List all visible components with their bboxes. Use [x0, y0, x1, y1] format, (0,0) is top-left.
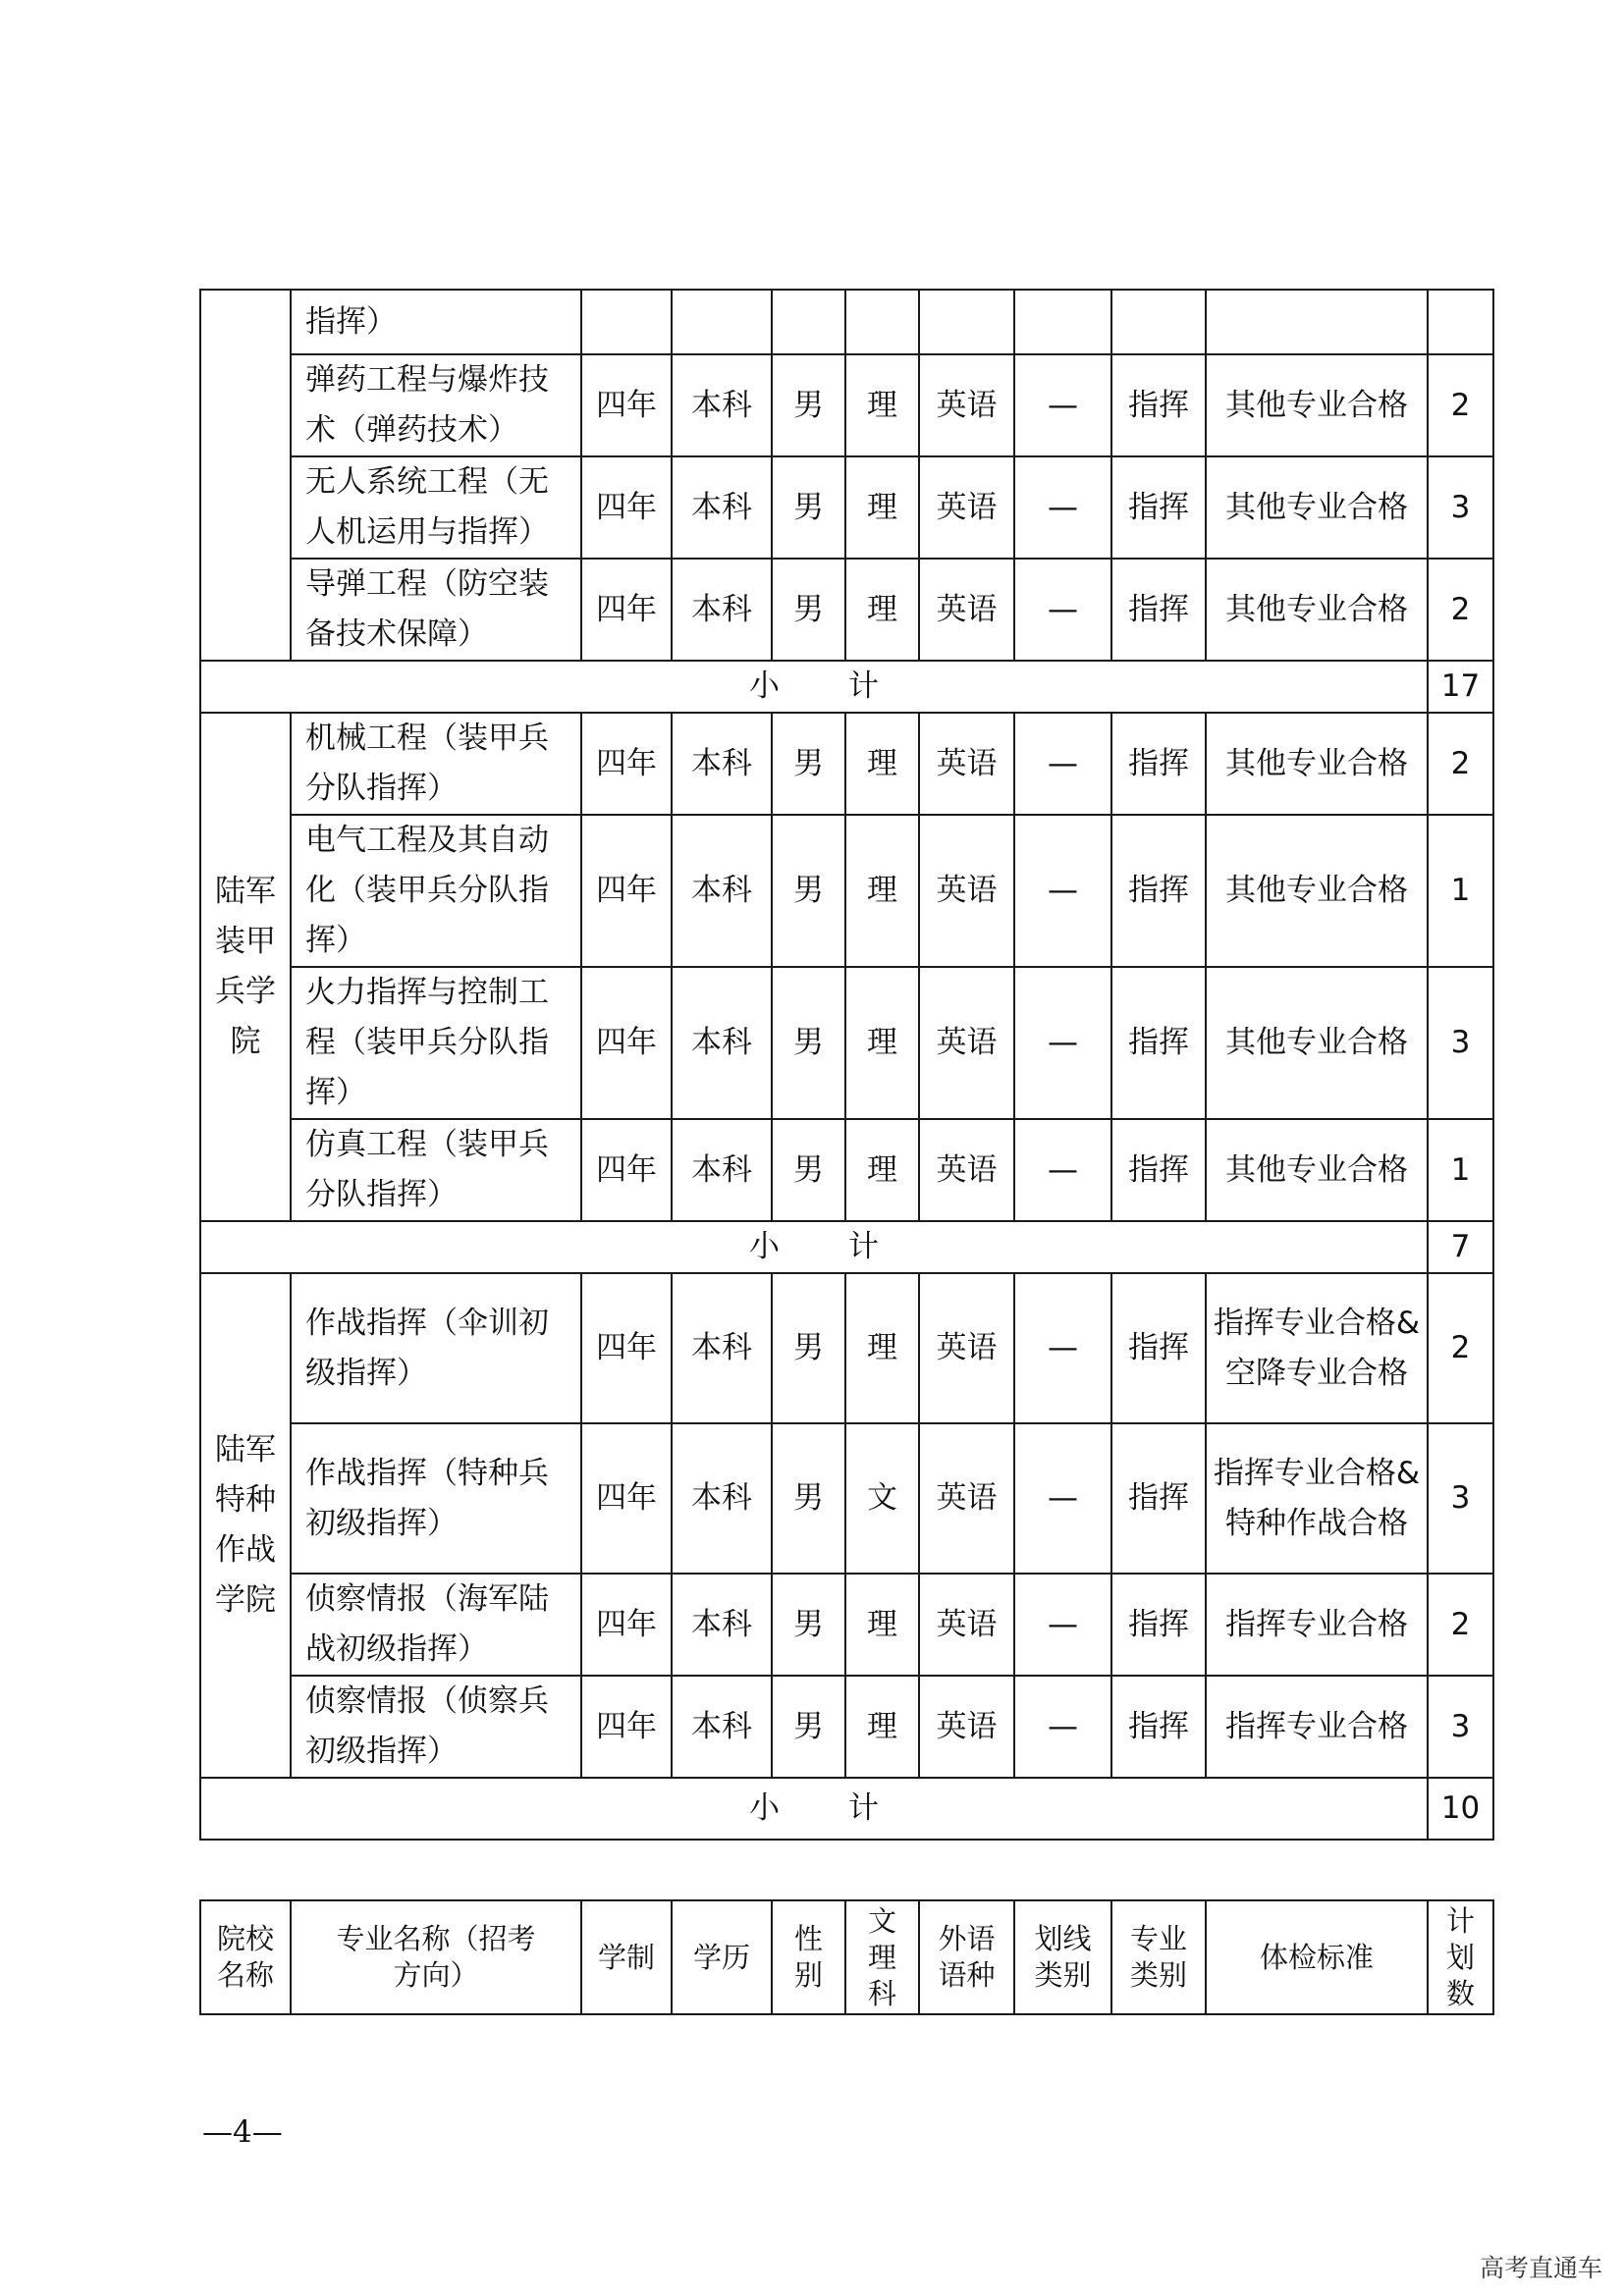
degree-cell: 本科: [672, 1119, 772, 1221]
medical-cell: 指挥专业合格&空降专业合格: [1206, 1273, 1428, 1423]
watermark: 高考直通车: [1479, 2254, 1602, 2282]
quota-cell: 3: [1428, 967, 1493, 1119]
major-cell: 机械工程（装甲兵分队指挥）: [291, 713, 581, 815]
line-type-cell: —: [1014, 1273, 1111, 1423]
header-degree: 学历: [672, 1900, 772, 2014]
line-type-cell: —: [1014, 559, 1111, 661]
category-cell: 指挥: [1111, 456, 1206, 559]
language-cell: 英语: [919, 1423, 1014, 1574]
major-cell: 电气工程及其自动化（装甲兵分队指挥）: [291, 815, 581, 967]
subtotal-label: [200, 1221, 1428, 1273]
language-cell: [919, 290, 1014, 354]
gender-cell: 男: [772, 1423, 845, 1574]
language-cell: 英语: [919, 967, 1014, 1119]
header-major: 专业名称（招考方向）: [291, 1900, 581, 2014]
school-name-cell: 陆军特种作战学院: [200, 1273, 291, 1778]
track-cell: 理: [845, 815, 919, 967]
table-row: [200, 713, 1493, 815]
gender-cell: [772, 290, 845, 354]
category-cell: [1111, 290, 1206, 354]
medical-cell: 其他专业合格: [1206, 354, 1428, 456]
duration-cell: 四年: [581, 713, 672, 815]
duration-cell: 四年: [581, 1676, 672, 1778]
medical-cell: 其他专业合格: [1206, 713, 1428, 815]
duration-cell: 四年: [581, 1574, 672, 1676]
major-cell: 火力指挥与控制工程（装甲兵分队指挥）: [291, 967, 581, 1119]
quota-cell: 2: [1428, 1273, 1493, 1423]
header-gender: 性别: [772, 1900, 845, 2014]
major-cell: 无人系统工程（无人机运用与指挥）: [291, 456, 581, 559]
degree-cell: 本科: [672, 1676, 772, 1778]
line-type-cell: —: [1014, 1423, 1111, 1574]
major-cell: 导弹工程（防空装备技术保障）: [291, 559, 581, 661]
quota-cell: 1: [1428, 815, 1493, 967]
table-row: [200, 354, 1493, 456]
track-cell: 理: [845, 1676, 919, 1778]
duration-cell: 四年: [581, 559, 672, 661]
language-cell: 英语: [919, 1273, 1014, 1423]
page-number: —4—: [202, 2114, 283, 2150]
gender-cell: 男: [772, 967, 845, 1119]
track-cell: 理: [845, 354, 919, 456]
category-cell: 指挥: [1111, 967, 1206, 1119]
subtotal-label-char: 计: [848, 1229, 879, 1264]
subtotal-row: [200, 1221, 1493, 1273]
table-row: [200, 559, 1493, 661]
medical-cell: 其他专业合格: [1206, 815, 1428, 967]
category-cell: 指挥: [1111, 815, 1206, 967]
medical-cell: 指挥专业合格: [1206, 1676, 1428, 1778]
table-row: [200, 1273, 1493, 1423]
subtotal-value: 17: [1428, 661, 1493, 713]
track-cell: 理: [845, 559, 919, 661]
table-header-repeat: [199, 1899, 1494, 2015]
subtotal-label-char: 小: [749, 1790, 780, 1826]
header-category: 专业类别: [1111, 1900, 1206, 2014]
duration-cell: 四年: [581, 1423, 672, 1574]
duration-cell: 四年: [581, 1119, 672, 1221]
major-cell: 仿真工程（装甲兵分队指挥）: [291, 1119, 581, 1221]
subtotal-label-char: 小: [749, 668, 780, 704]
quota-cell: 2: [1428, 1574, 1493, 1676]
subtotal-label-char: 计: [848, 668, 879, 704]
school-name-cell: 陆军装甲兵学院: [200, 713, 291, 1221]
duration-cell: [581, 290, 672, 354]
degree-cell: [672, 290, 772, 354]
subtotal-value: 10: [1428, 1778, 1493, 1840]
table-row: [200, 1676, 1493, 1778]
quota-cell: 3: [1428, 1423, 1493, 1574]
degree-cell: 本科: [672, 967, 772, 1119]
line-type-cell: —: [1014, 713, 1111, 815]
header-medical: 体检标准: [1206, 1900, 1428, 2014]
gender-cell: 男: [772, 1676, 845, 1778]
language-cell: 英语: [919, 713, 1014, 815]
line-type-cell: —: [1014, 1574, 1111, 1676]
duration-cell: 四年: [581, 815, 672, 967]
degree-cell: 本科: [672, 1273, 772, 1423]
degree-cell: 本科: [672, 559, 772, 661]
gender-cell: 男: [772, 1273, 845, 1423]
table-row: [200, 815, 1493, 967]
track-cell: 理: [845, 967, 919, 1119]
line-type-cell: [1014, 290, 1111, 354]
table-row: [200, 1119, 1493, 1221]
language-cell: 英语: [919, 815, 1014, 967]
subtotal-label: [200, 1778, 1428, 1840]
medical-cell: [1206, 290, 1428, 354]
table-row: [200, 290, 1493, 354]
gender-cell: 男: [772, 354, 845, 456]
medical-cell: 其他专业合格: [1206, 1119, 1428, 1221]
subtotal-label: [200, 661, 1428, 713]
line-type-cell: —: [1014, 1119, 1111, 1221]
line-type-cell: —: [1014, 456, 1111, 559]
header-track: 文理科: [845, 1900, 919, 2014]
track-cell: 理: [845, 1574, 919, 1676]
category-cell: 指挥: [1111, 1119, 1206, 1221]
major-cell: 侦察情报（海军陆战初级指挥）: [291, 1574, 581, 1676]
quota-cell: 3: [1428, 1676, 1493, 1778]
line-type-cell: —: [1014, 815, 1111, 967]
category-cell: 指挥: [1111, 1273, 1206, 1423]
gender-cell: 男: [772, 559, 845, 661]
degree-cell: 本科: [672, 1574, 772, 1676]
degree-cell: 本科: [672, 456, 772, 559]
subtotal-row: [200, 1778, 1493, 1840]
subtotal-label-char: 计: [848, 1790, 879, 1826]
gender-cell: 男: [772, 456, 845, 559]
admission-plan-table: [199, 289, 1494, 1841]
gender-cell: 男: [772, 1574, 845, 1676]
language-cell: 英语: [919, 559, 1014, 661]
header-school: 院校名称: [200, 1900, 291, 2014]
medical-cell: 其他专业合格: [1206, 967, 1428, 1119]
table-row: [200, 456, 1493, 559]
track-cell: 理: [845, 456, 919, 559]
quota-cell: 3: [1428, 456, 1493, 559]
language-cell: 英语: [919, 354, 1014, 456]
track-cell: [845, 290, 919, 354]
gender-cell: 男: [772, 1119, 845, 1221]
track-cell: 理: [845, 713, 919, 815]
quota-cell: 2: [1428, 354, 1493, 456]
category-cell: 指挥: [1111, 354, 1206, 456]
line-type-cell: —: [1014, 354, 1111, 456]
table-row: [200, 1574, 1493, 1676]
quota-cell: 2: [1428, 559, 1493, 661]
language-cell: 英语: [919, 1676, 1014, 1778]
track-cell: 理: [845, 1273, 919, 1423]
table-row: [200, 1423, 1493, 1574]
header-language: 外语语种: [919, 1900, 1014, 2014]
language-cell: 英语: [919, 1574, 1014, 1676]
school-name-cell: [200, 290, 291, 661]
degree-cell: 本科: [672, 354, 772, 456]
quota-cell: [1428, 290, 1493, 354]
subtotal-value: 7: [1428, 1221, 1493, 1273]
medical-cell: 指挥专业合格&特种作战合格: [1206, 1423, 1428, 1574]
category-cell: 指挥: [1111, 1574, 1206, 1676]
category-cell: 指挥: [1111, 1676, 1206, 1778]
category-cell: 指挥: [1111, 1423, 1206, 1574]
category-cell: 指挥: [1111, 713, 1206, 815]
header-line-type: 划线类别: [1014, 1900, 1111, 2014]
major-cell: 弹药工程与爆炸技术（弹药技术）: [291, 354, 581, 456]
line-type-cell: —: [1014, 967, 1111, 1119]
duration-cell: 四年: [581, 354, 672, 456]
major-cell: 侦察情报（侦察兵初级指挥）: [291, 1676, 581, 1778]
subtotal-label-char: 小: [749, 1229, 780, 1264]
track-cell: 理: [845, 1119, 919, 1221]
duration-cell: 四年: [581, 456, 672, 559]
major-cell: 作战指挥（特种兵初级指挥）: [291, 1423, 581, 1574]
duration-cell: 四年: [581, 1273, 672, 1423]
header-row: [200, 1900, 1493, 2014]
medical-cell: 其他专业合格: [1206, 559, 1428, 661]
gender-cell: 男: [772, 713, 845, 815]
degree-cell: 本科: [672, 815, 772, 967]
degree-cell: 本科: [672, 1423, 772, 1574]
subtotal-row: [200, 661, 1493, 713]
category-cell: 指挥: [1111, 559, 1206, 661]
major-cell: 作战指挥（伞训初级指挥）: [291, 1273, 581, 1423]
header-duration: 学制: [581, 1900, 672, 2014]
language-cell: 英语: [919, 456, 1014, 559]
quota-cell: 1: [1428, 1119, 1493, 1221]
table-row: [200, 967, 1493, 1119]
line-type-cell: —: [1014, 1676, 1111, 1778]
header-quota: 计划数: [1428, 1900, 1493, 2014]
duration-cell: 四年: [581, 967, 672, 1119]
language-cell: 英语: [919, 1119, 1014, 1221]
track-cell: 文: [845, 1423, 919, 1574]
gender-cell: 男: [772, 815, 845, 967]
major-cell: 指挥）: [291, 290, 581, 354]
medical-cell: 其他专业合格: [1206, 456, 1428, 559]
degree-cell: 本科: [672, 713, 772, 815]
medical-cell: 指挥专业合格: [1206, 1574, 1428, 1676]
quota-cell: 2: [1428, 713, 1493, 815]
